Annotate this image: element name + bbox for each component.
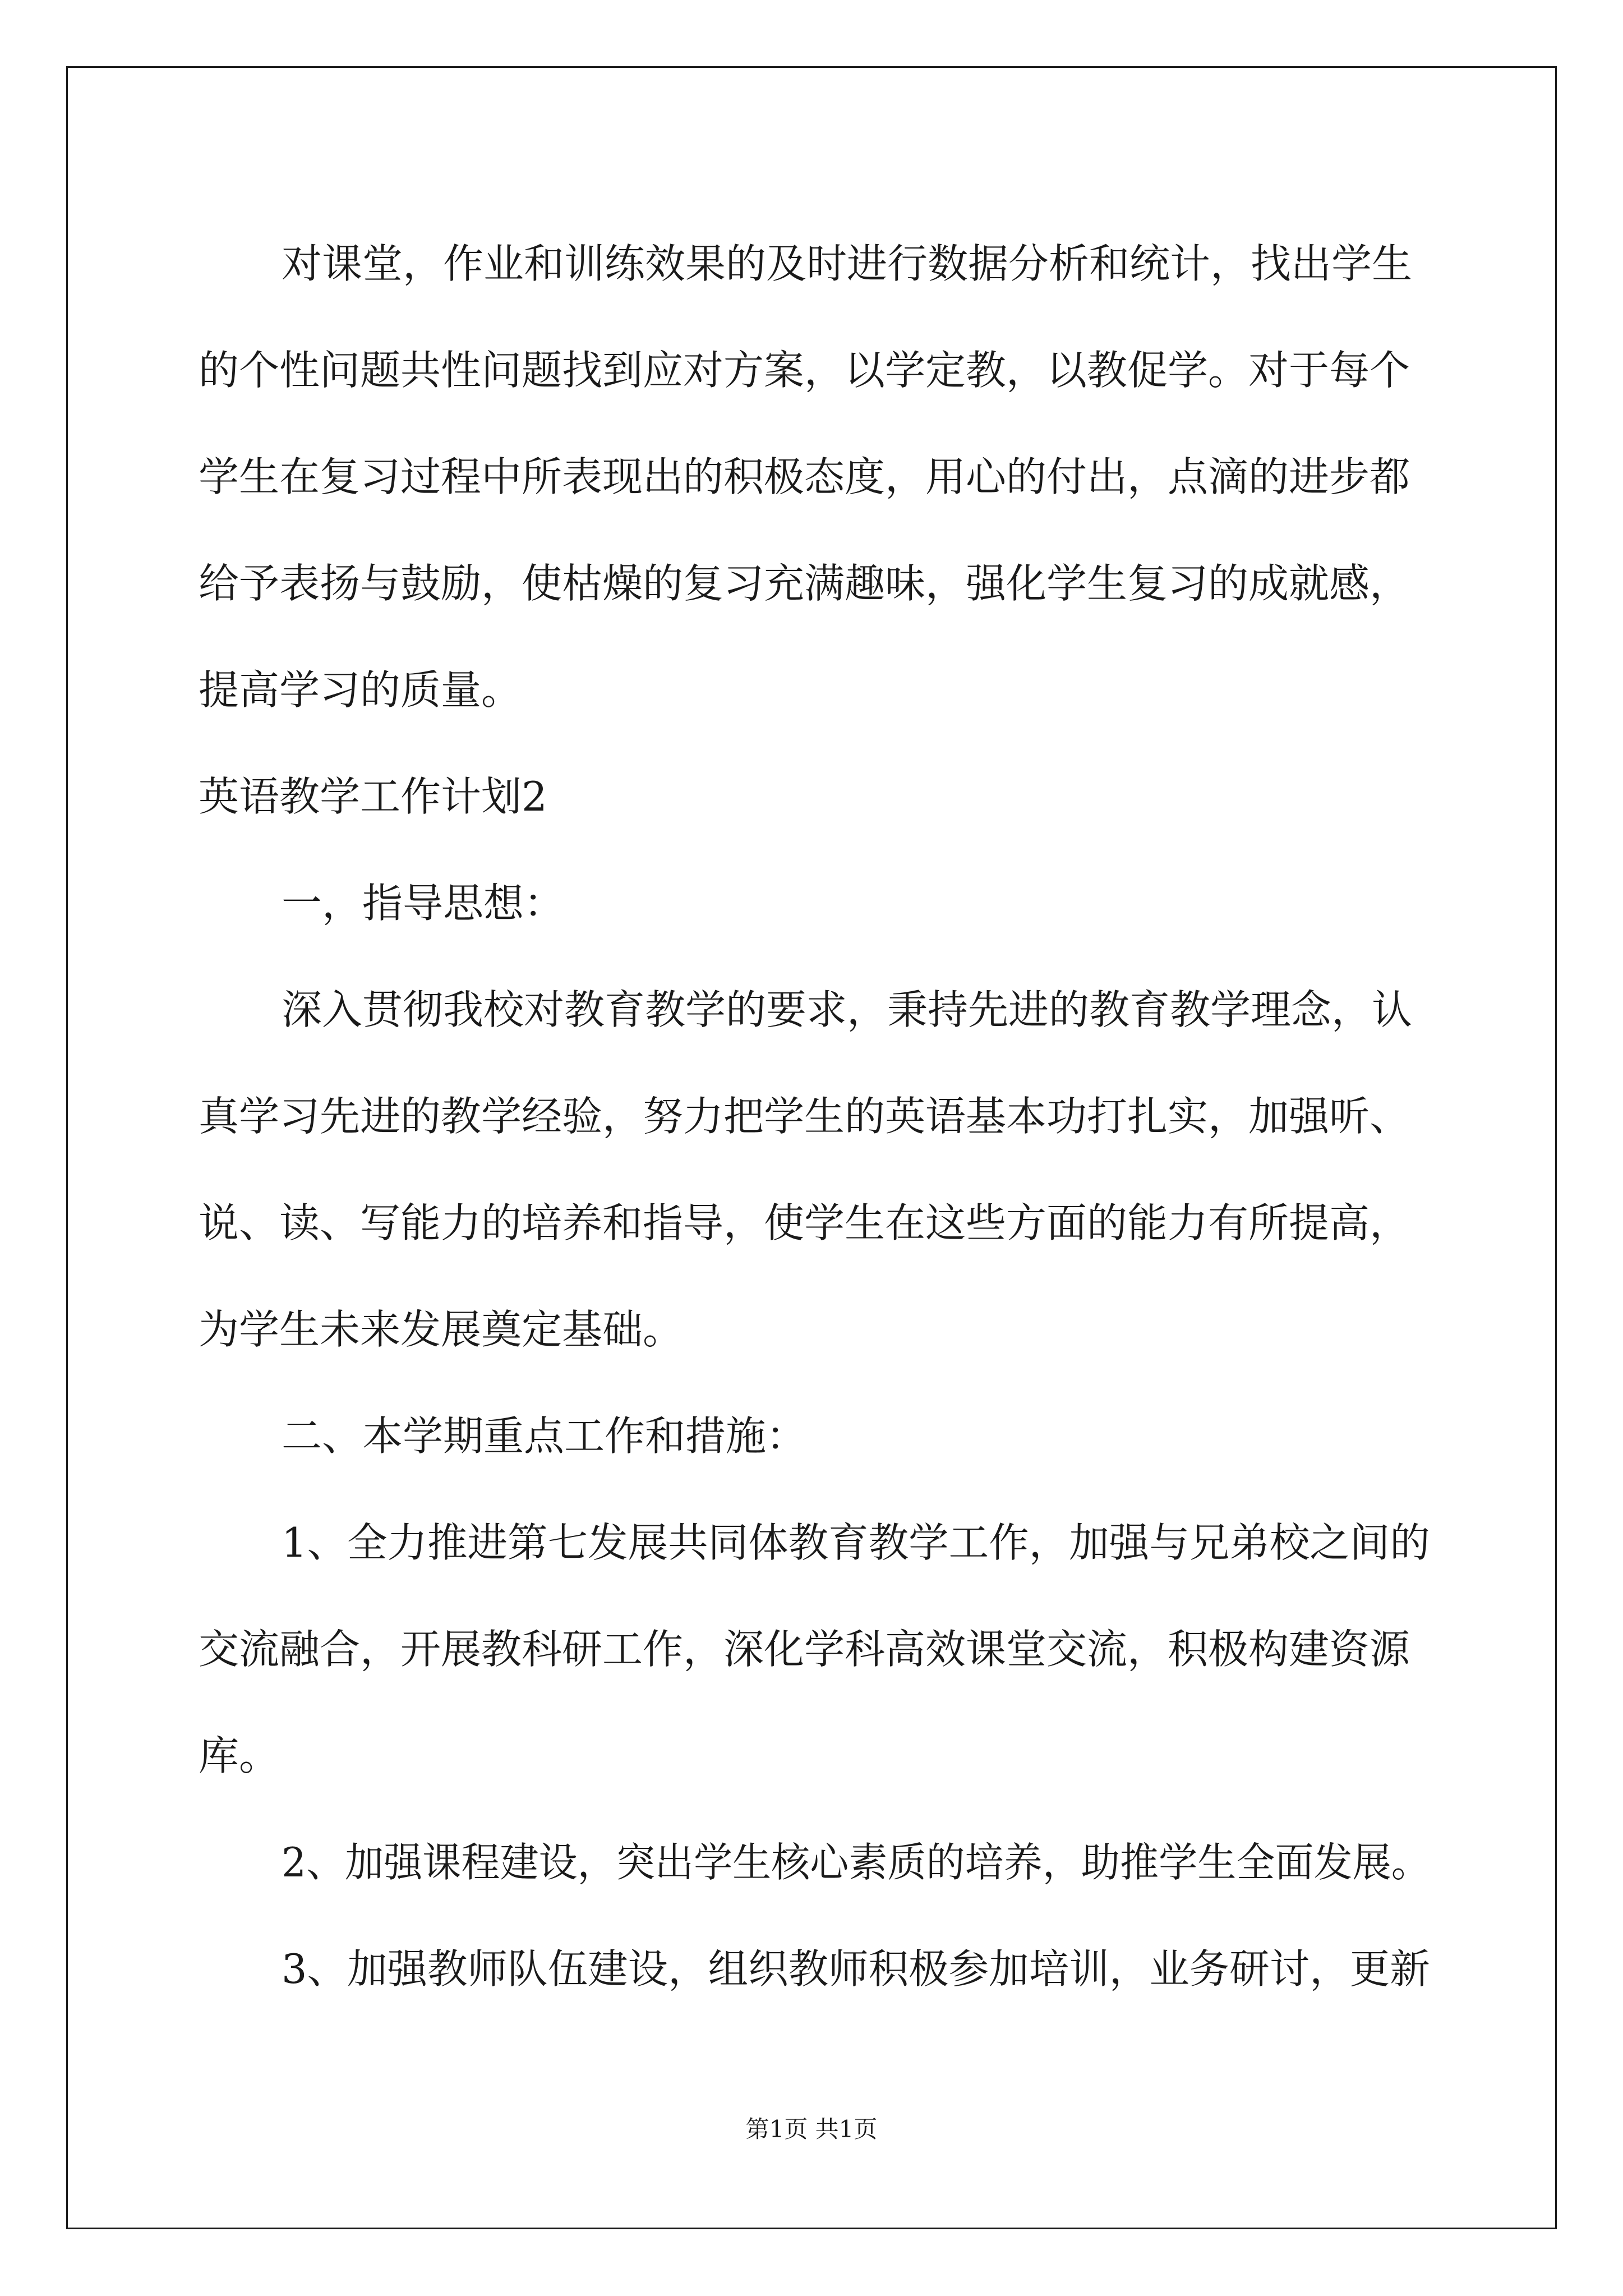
- paragraph-line: 提高学习的质量。: [199, 666, 522, 714]
- paragraph-line: 为学生未来发展奠定基础。: [199, 1306, 684, 1353]
- page-footer: 第1页 共1页: [745, 2115, 878, 2143]
- paragraph-line: 库。: [199, 1732, 280, 1779]
- paragraph-line: 学生在复习过程中所表现出的积极态度，用心的付出，点滴的进步都: [199, 453, 1410, 500]
- subheading: 一，指导思想：: [282, 880, 565, 927]
- document-body: [199, 210, 1430, 2022]
- paragraph-line: 真学习先进的教学经验，努力把学生的英语基本功打扎实，加强听、: [199, 1093, 1410, 1140]
- paragraph-line: 2、加强课程建设，突出学生核心素质的培养，助推学生全面发展。: [282, 1839, 1430, 1886]
- paragraph-line: 交流融合，开展教科研工作，深化学科高效课堂交流，积极构建资源: [199, 1626, 1410, 1673]
- section-heading: 英语教学工作计划2: [199, 773, 547, 820]
- paragraph-line: 的个性问题共性问题找到应对方案，以学定教，以教促学。对于每个: [199, 347, 1410, 394]
- paragraph-line: 说、读、写能力的培养和指导，使学生在这些方面的能力有所提高，: [199, 1199, 1410, 1246]
- paragraph-line: 3、加强教师队伍建设，组织教师积极参加培训，业务研讨，更新: [282, 1945, 1430, 1993]
- paragraph-line: 深入贯彻我校对教育教学的要求，秉持先进的教育教学理念，认: [282, 986, 1413, 1033]
- paragraph-line: 给予表扬与鼓励，使枯燥的复习充满趣味，强化学生复习的成就感，: [199, 560, 1410, 607]
- subheading: 二、本学期重点工作和措施：: [282, 1412, 807, 1460]
- paragraph-line: 对课堂，作业和训练效果的及时进行数据分析和统计，找出学生: [282, 240, 1413, 287]
- paragraph-line: 1、全力推进第七发展共同体教育教学工作，加强与兄弟校之间的: [282, 1519, 1430, 1566]
